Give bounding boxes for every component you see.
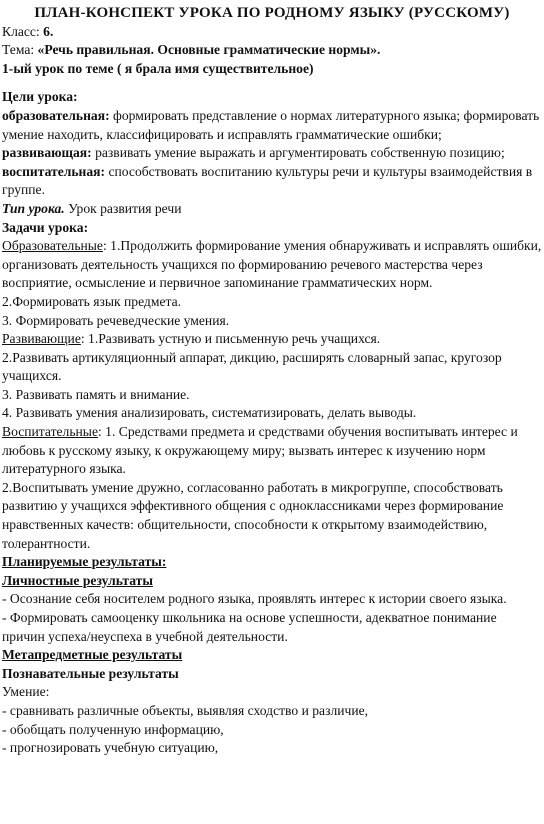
cognitive-intro: Умение:	[2, 684, 50, 700]
task-developing-4: 4. Развивать умения анализировать, систематизировать, делать выводы.	[2, 405, 417, 421]
goals-heading: Цели урока:	[2, 89, 78, 105]
class-label: Класс:	[2, 23, 44, 39]
task-developing-1	[2, 330, 542, 349]
personal-result-item: - Формировать самооценку школьника на основе успешности, адекватное понимание причин успеха/неуспеха в учебной деятельности.	[2, 610, 497, 644]
task-upbringing-2: 2.Воспитывать умение дружно, согласованно работать в микрогруппе, способствовать развитию у учащихся эффективного общения с одноклассниками через формирование нравственных качеств: общительности, способности к открытому взаимодействию, толерантности.	[2, 479, 504, 551]
task-upbringing-label: Воспитательные	[2, 424, 98, 440]
document-title: ПЛАН-КОНСПЕКТ УРОКА ПО РОДНОМУ ЯЗЫКУ (РУССКОМУ)	[34, 5, 510, 21]
cognitive-results-heading: Познавательные результаты	[2, 665, 179, 681]
task-text: : 1. Средствами предмета и средствами обучения воспитывать интерес и любовь к русскому языку, к окружающему миру; вызвать интерес к изучению норм литературного языка.	[2, 424, 518, 477]
class-line	[2, 23, 542, 42]
personal-results-heading: Личностные результаты	[2, 572, 153, 588]
goal-text: формировать представление о нормах литературного языка; формировать умение находить, классифицировать и исправлять грамматические ошибки;	[2, 107, 540, 142]
goal-text: способствовать воспитанию культуры речи и культуры взаимодействия в группе.	[2, 163, 533, 198]
task-educational-3: 3. Формировать речеведческие умения.	[2, 312, 230, 328]
topic-value: «Речь правильная. Основные грамматические нормы».	[37, 42, 381, 58]
goal-educational	[2, 107, 542, 144]
task-developing-label: Развивающие	[2, 331, 81, 347]
task-educational-1	[2, 237, 542, 293]
cognitive-item: - сравнивать различные объекты, выявляя сходство и различие,	[2, 702, 369, 718]
goal-text: развивать умение выражать и аргументировать собственную позицию;	[91, 145, 505, 161]
tasks-heading: Задачи урока:	[2, 219, 89, 235]
topic-line	[2, 41, 542, 60]
goal-upbringing	[2, 163, 542, 200]
results-heading: Планируемые результаты:	[2, 554, 167, 570]
task-educational-label: Образовательные	[2, 238, 103, 254]
cognitive-item: - прогнозировать учебную ситуацию,	[2, 740, 219, 756]
task-developing-2: 2.Развивать артикуляционный аппарат, дикцию, расширять словарный запас, кругозор учащихся.	[2, 349, 502, 384]
lesson-note: 1-ый урок по теме ( я брала имя существительное)	[2, 60, 314, 76]
task-text: : 1.Развивать устную и письменную речь учащихся.	[80, 331, 381, 347]
goal-label: развивающая:	[2, 145, 92, 161]
task-educational-2: 2.Формировать язык предмета.	[2, 293, 182, 309]
task-upbringing-1	[2, 423, 542, 479]
class-value: 6.	[43, 23, 54, 39]
goal-developing	[2, 144, 542, 163]
meta-results-heading: Метапредметные результаты	[2, 647, 183, 663]
goal-label: образовательная:	[2, 107, 110, 123]
topic-label: Тема:	[2, 42, 38, 58]
cognitive-item: - обобщать полученную информацию,	[2, 721, 224, 737]
task-text: : 1.Продолжить формирование умения обнаруживать и исправлять ошибки, организовать деятельность учащихся по формированию речевого мастерства через восприятие, осмысление и первичное запоминание грамматических норм.	[2, 238, 542, 291]
task-developing-3: 3. Развивать память и внимание.	[2, 386, 190, 402]
goal-label: воспитательная:	[2, 163, 106, 179]
lesson-type-line	[2, 200, 542, 219]
lesson-type-value: Урок развития речи	[64, 200, 182, 216]
personal-result-item: - Осознание себя носителем родного языка, проявлять интерес к истории своего языка.	[2, 591, 507, 607]
lesson-type-label: Тип урока.	[2, 200, 65, 216]
